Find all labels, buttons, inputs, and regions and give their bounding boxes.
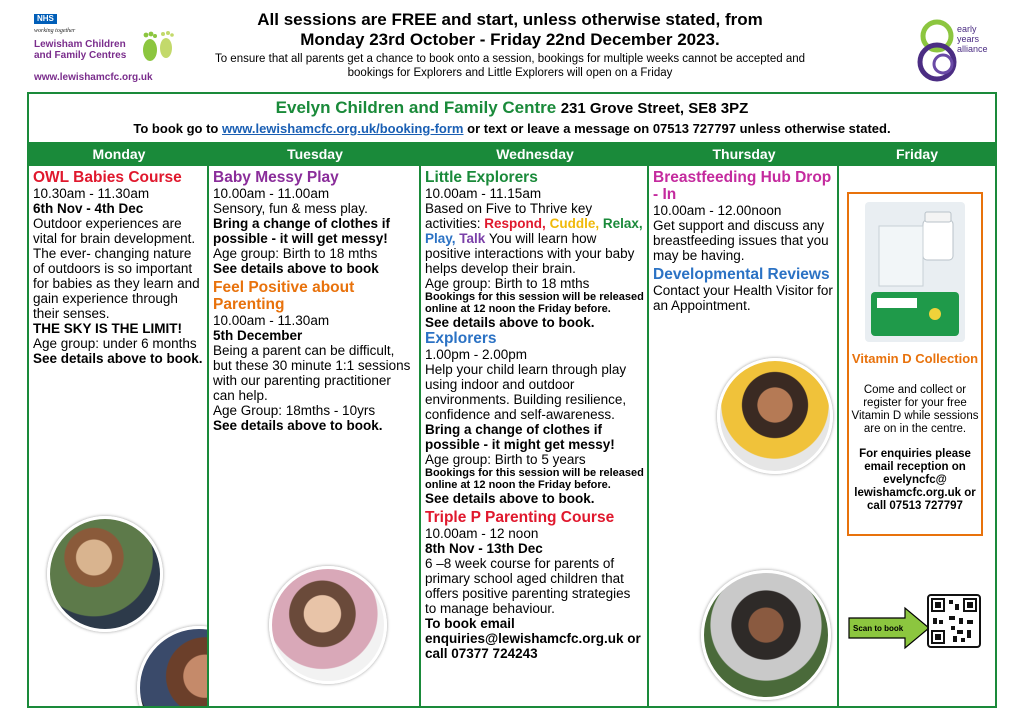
session-title: OWL Babies Course: [33, 169, 182, 186]
session-book-note-2: See details above to book.: [425, 491, 595, 506]
keyword-outro: You will learn how positive interactions with your baby helps develop their brain.: [425, 231, 635, 276]
column-monday: [29, 166, 209, 706]
centre-address: 231 Grove Street, SE8 3PZ: [560, 100, 749, 117]
session-description: Sensory, fun & mess play.: [213, 201, 368, 216]
session-time: 10.30am - 11.30am: [33, 186, 150, 201]
keyword-respond: Respond,: [484, 216, 546, 231]
family-outdoors-photo: [47, 516, 163, 632]
centre-title: [29, 98, 995, 118]
keyword-cuddle: Cuddle,: [549, 216, 600, 231]
session-description: Get support and discuss any breastfeeding issues that you may be having.: [653, 218, 829, 263]
session-description: Outdoor experiences are vital for brain development.: [33, 216, 196, 246]
day-wednesday: Wednesday: [496, 146, 574, 162]
thursday-sessions: [653, 169, 834, 313]
column-thursday: [649, 166, 839, 706]
session-time-3: 10.00am - 12 noon: [425, 526, 539, 541]
session-title-3: Triple P Parenting Course: [425, 509, 615, 526]
session-time-2: 10.00am - 11.30am: [213, 313, 330, 328]
day-monday: Monday: [92, 146, 146, 162]
session-emphasis: Bring a change of clothes if possible - it will get messy!: [213, 216, 391, 246]
session-title-2: Feel Positive about Parenting: [213, 279, 355, 313]
session-time: 10.00am - 12.00noon: [653, 203, 782, 218]
column-friday: [839, 166, 995, 706]
header-title-line1: All sessions are FREE and start, unless otherwise stated, from: [257, 10, 763, 29]
session-emphasis: THE SKY IS THE LIMIT!: [33, 321, 183, 336]
session-title: Little Explorers: [425, 169, 538, 186]
session-age-group: Age group: Birth to 18 mths: [425, 276, 590, 291]
session-time-2: 1.00pm - 2.00pm: [425, 347, 528, 362]
session-description-2: Being a parent can be difficult, but these 30 minute 1:1 sessions with our parenting practitioner can help.: [213, 343, 411, 403]
column-wednesday: [421, 166, 649, 706]
session-title-2: Developmental Reviews: [653, 266, 830, 283]
keyword-intro: Based on Five to Thrive key activities:: [425, 201, 593, 231]
timetable-frame: [27, 92, 997, 708]
session-book-note-2: See details above to book.: [213, 418, 383, 433]
session-description-2: The ever- changing nature of outdoors is so important for babies as they learn and gain experience through their senses.: [33, 246, 200, 321]
header-title-line2: Monday 23rd October - Friday 22nd December 2023.: [300, 30, 720, 49]
scan-to-book-label: Scan to book: [853, 624, 904, 633]
session-age-group: Age group: under 6 months: [33, 336, 197, 351]
session-release-note-2: Bookings for this session will be released online at 12 noon the Friday before.: [425, 467, 644, 491]
booking-suffix: or text or leave a message on 07513 727797 unless otherwise stated.: [467, 121, 891, 136]
session-book-note: See details above to book.: [425, 315, 595, 330]
vitamin-d-panel: [847, 192, 983, 536]
session-book-note: See details above to book: [213, 261, 379, 276]
monday-session: [33, 169, 204, 366]
partner-name: early years alliance: [957, 24, 988, 54]
booking-prefix: To book go to: [133, 121, 219, 136]
lewisham-cfc-logo: [26, 12, 176, 82]
keyword-relax: Relax,: [602, 216, 643, 231]
session-book-note: See details above to book.: [33, 351, 203, 366]
session-emphasis-2: Bring a change of clothes if possible - it might get messy!: [425, 422, 615, 452]
session-dates-3: 8th Nov - 13th Dec: [425, 541, 543, 556]
day-thursday: Thursday: [712, 146, 776, 162]
org-url[interactable]: www.lewishamcfc.org.uk: [34, 72, 153, 83]
vitamin-d-image: [865, 202, 965, 342]
vitamin-d-description: Come and collect or register for your free Vitamin D while sessions are on in the centre.: [851, 384, 979, 435]
qr-code[interactable]: [927, 594, 981, 648]
father-child-photo: [701, 570, 831, 700]
day-header-bar: [29, 142, 995, 166]
session-age-group-2: Age Group: 18mths - 10yrs: [213, 403, 376, 418]
session-dates: 6th Nov - 4th Dec: [33, 201, 144, 216]
session-book-note-3[interactable]: To book email enquiries@lewishamcfc.org.uk or call 07377 724243: [425, 616, 641, 661]
day-tuesday: Tuesday: [287, 146, 343, 162]
session-title: Baby Messy Play: [213, 169, 339, 186]
session-time: 10.00am - 11.15am: [425, 186, 542, 201]
header-text: [200, 10, 820, 80]
booking-link[interactable]: www.lewishamcfc.org.uk/booking-form: [222, 121, 464, 136]
session-title-2: Explorers: [425, 330, 497, 347]
session-release-note: Bookings for this session will be released online at 12 noon the Friday before.: [425, 291, 644, 315]
mother-baby-photo: [269, 566, 387, 684]
early-years-alliance-logo: [915, 18, 1005, 88]
session-description: [425, 201, 644, 276]
session-description-2: Contact your Health Visitor for an Appointment.: [653, 283, 833, 313]
session-title: Breastfeeding Hub Drop - In: [653, 169, 832, 203]
alliance-rings-icon: [915, 18, 959, 84]
centre-name: Evelyn Children and Family Centre: [275, 98, 557, 117]
session-description-3: 6 –8 week course for parents of primary school aged children that offers positive parenting strategies to manage behaviour.: [425, 556, 631, 616]
org-name: Lewisham Children and Family Centres: [34, 39, 127, 61]
booking-line: [29, 121, 995, 136]
qr-code-icon: [929, 596, 979, 646]
session-date-2: 5th December: [213, 328, 303, 343]
keyword-talk: Talk: [459, 231, 486, 246]
parent-baby-photo: [137, 626, 209, 706]
tuesday-sessions: [213, 169, 416, 433]
wednesday-sessions: [425, 169, 644, 661]
session-description-2: Help your child learn through play using indoor and outdoor environments. Building resilience, confidence and self-awareness.: [425, 362, 627, 422]
day-friday: Friday: [895, 146, 938, 162]
header-subtitle: To ensure that all parents get a chance to book onto a session, bookings for multiple weeks cannot be accepted and bookings for Explorers and Little Explorers will open on a Friday: [214, 53, 806, 79]
session-time: 10.00am - 11.00am: [213, 186, 330, 201]
footprints-icon: [138, 26, 178, 66]
breastfeeding-mother-photo: [717, 358, 833, 474]
keyword-play: Play,: [425, 231, 456, 246]
session-age-group-2: Age group: Birth to 5 years: [425, 452, 586, 467]
column-tuesday: [209, 166, 421, 706]
session-age-group: Age group: Birth to 18 mths: [213, 246, 378, 261]
nhs-logo: NHS: [34, 14, 57, 24]
vitamin-d-enquiries[interactable]: For enquiries please email reception on evelyncfc@ lewishamcfc.org.uk or call 07513 727797: [854, 448, 976, 512]
org-tagline: working together: [34, 28, 76, 34]
vitamin-d-title: Vitamin D Collection: [851, 351, 979, 366]
vitamin-bottle-icon: [865, 202, 965, 342]
